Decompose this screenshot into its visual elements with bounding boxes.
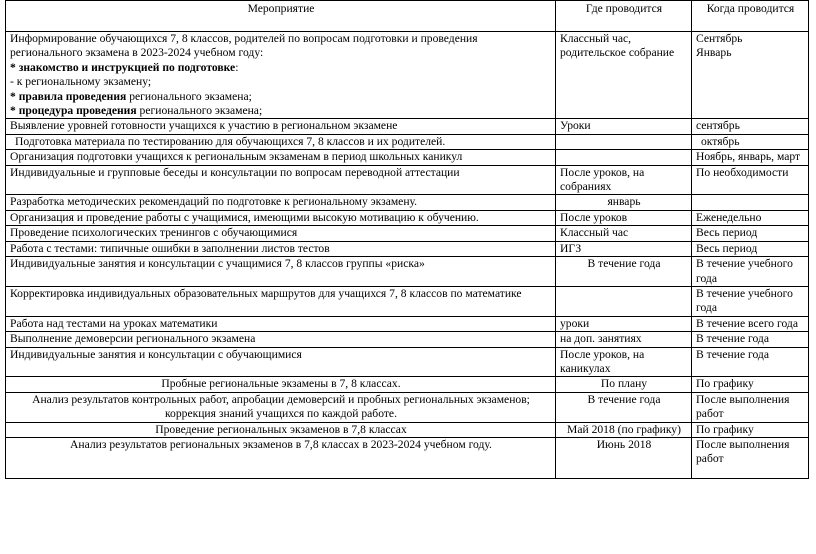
where-cell: Май 2018 (по графику) bbox=[556, 422, 692, 437]
event-cell: Индивидуальные и групповые беседы и консультации по вопросам переводной аттестации bbox=[6, 165, 556, 195]
table-row bbox=[6, 119, 809, 134]
event-cell: Пробные региональные экзамены в 7, 8 классах. bbox=[6, 377, 556, 392]
when-cell: В течение года bbox=[692, 347, 809, 377]
table-row bbox=[6, 226, 809, 241]
where-cell: Уроки bbox=[556, 119, 692, 134]
header-when: Когда проводится bbox=[692, 1, 809, 32]
event-cell: Корректировка индивидуальных образовательных маршрутов для учащихся 7, 8 классов по математике bbox=[6, 286, 556, 316]
when-cell: По графику bbox=[692, 422, 809, 437]
event-cell: Анализ результатов региональных экзаменов в 7,8 классах в 2023-2024 учебном году. bbox=[6, 437, 556, 478]
table-row bbox=[6, 437, 809, 478]
where-cell: ИГЗ bbox=[556, 241, 692, 256]
table-row bbox=[6, 195, 809, 210]
table-row bbox=[6, 392, 809, 422]
event-cell: Работа над тестами на уроках математики bbox=[6, 316, 556, 331]
when-cell: После выполнения работ bbox=[692, 392, 809, 422]
header-where: Где проводится bbox=[556, 1, 692, 32]
event-cell: Работа с тестами: типичные ошибки в заполнении листов тестов bbox=[6, 241, 556, 256]
table-row bbox=[6, 257, 809, 287]
event-cell: Проведение региональных экзаменов в 7,8 классах bbox=[6, 422, 556, 437]
event-cell: Выявление уровней готовности учащихся к участию в региональном экзамене bbox=[6, 119, 556, 134]
where-cell bbox=[556, 150, 692, 165]
where-cell: на доп. занятиях bbox=[556, 332, 692, 347]
when-cell: сентябрь bbox=[692, 119, 809, 134]
when-cell: Еженедельно bbox=[692, 210, 809, 225]
when-cell: Весь период bbox=[692, 241, 809, 256]
when-cell bbox=[692, 195, 809, 210]
event-cell: Проведение психологических тренингов с обучающимися bbox=[6, 226, 556, 241]
when-cell: В течение года bbox=[692, 332, 809, 347]
when-cell: В течение учебного года bbox=[692, 286, 809, 316]
when-cell: По необходимости bbox=[692, 165, 809, 195]
where-cell bbox=[556, 286, 692, 316]
when-cell: октябрь bbox=[692, 134, 809, 149]
table-row bbox=[6, 347, 809, 377]
when-cell: Ноябрь, январь, март bbox=[692, 150, 809, 165]
event-cell: Анализ результатов контрольных работ, апробации демоверсий и пробных региональных экзаменов; коррекция знаний учащихся по каждой работе. bbox=[6, 392, 556, 422]
when-cell: В течение учебного года bbox=[692, 257, 809, 287]
when-cell: Весь период bbox=[692, 226, 809, 241]
table-row bbox=[6, 332, 809, 347]
table-row bbox=[6, 422, 809, 437]
events-table bbox=[5, 0, 809, 479]
where-cell: уроки bbox=[556, 316, 692, 331]
where-cell: После уроков, на собраниях bbox=[556, 165, 692, 195]
table-row bbox=[6, 165, 809, 195]
table-row bbox=[6, 32, 809, 119]
event-cell: Выполнение демоверсии регионального экзамена bbox=[6, 332, 556, 347]
table-row bbox=[6, 150, 809, 165]
where-cell: Классный час bbox=[556, 226, 692, 241]
table-header-row bbox=[6, 1, 809, 32]
where-cell: После уроков, на каникулах bbox=[556, 347, 692, 377]
event-cell: Организация подготовки учащихся к региональным экзаменам в период школьных каникул bbox=[6, 150, 556, 165]
event-cell: Индивидуальные занятия и консультации с учащимися 7, 8 классов группы «риска» bbox=[6, 257, 556, 287]
event-cell: Индивидуальные занятия и консультации с обучающимися bbox=[6, 347, 556, 377]
table-row bbox=[6, 286, 809, 316]
when-cell: Сентябрь Январь bbox=[692, 32, 809, 119]
where-cell: В течение года bbox=[556, 392, 692, 422]
when-cell: В течение всего года bbox=[692, 316, 809, 331]
where-cell: Июнь 2018 bbox=[556, 437, 692, 478]
table-row bbox=[6, 377, 809, 392]
event-cell: Подготовка материала по тестированию для обучающихся 7, 8 классов и их родителей. bbox=[6, 134, 556, 149]
event-cell: Разработка методических рекомендаций по подготовке к региональному экзамену. bbox=[6, 195, 556, 210]
where-cell: После уроков bbox=[556, 210, 692, 225]
table-row bbox=[6, 316, 809, 331]
when-cell: После выполнения работ bbox=[692, 437, 809, 478]
header-event: Мероприятие bbox=[6, 1, 556, 32]
event-cell: Организация и проведение работы с учащимися, имеющими высокую мотивацию к обучению. bbox=[6, 210, 556, 225]
when-cell: По графику bbox=[692, 377, 809, 392]
table-row bbox=[6, 241, 809, 256]
where-cell: Классный час, родительское собрание bbox=[556, 32, 692, 119]
where-cell bbox=[556, 134, 692, 149]
table-row bbox=[6, 210, 809, 225]
where-cell: По плану bbox=[556, 377, 692, 392]
event-cell: Информирование обучающихся 7, 8 классов, родителей по вопросам подготовки и проведения регионального экзамена в 2023-2024 учебном году: * знакомство и инструкцией по подготовке: - к региональному экзамену; * правила проведения регионального экзамена; * процедура проведения регионального экзамена; bbox=[6, 32, 556, 119]
where-cell: В течение года bbox=[556, 257, 692, 287]
table-row bbox=[6, 134, 809, 149]
where-cell: январь bbox=[556, 195, 692, 210]
